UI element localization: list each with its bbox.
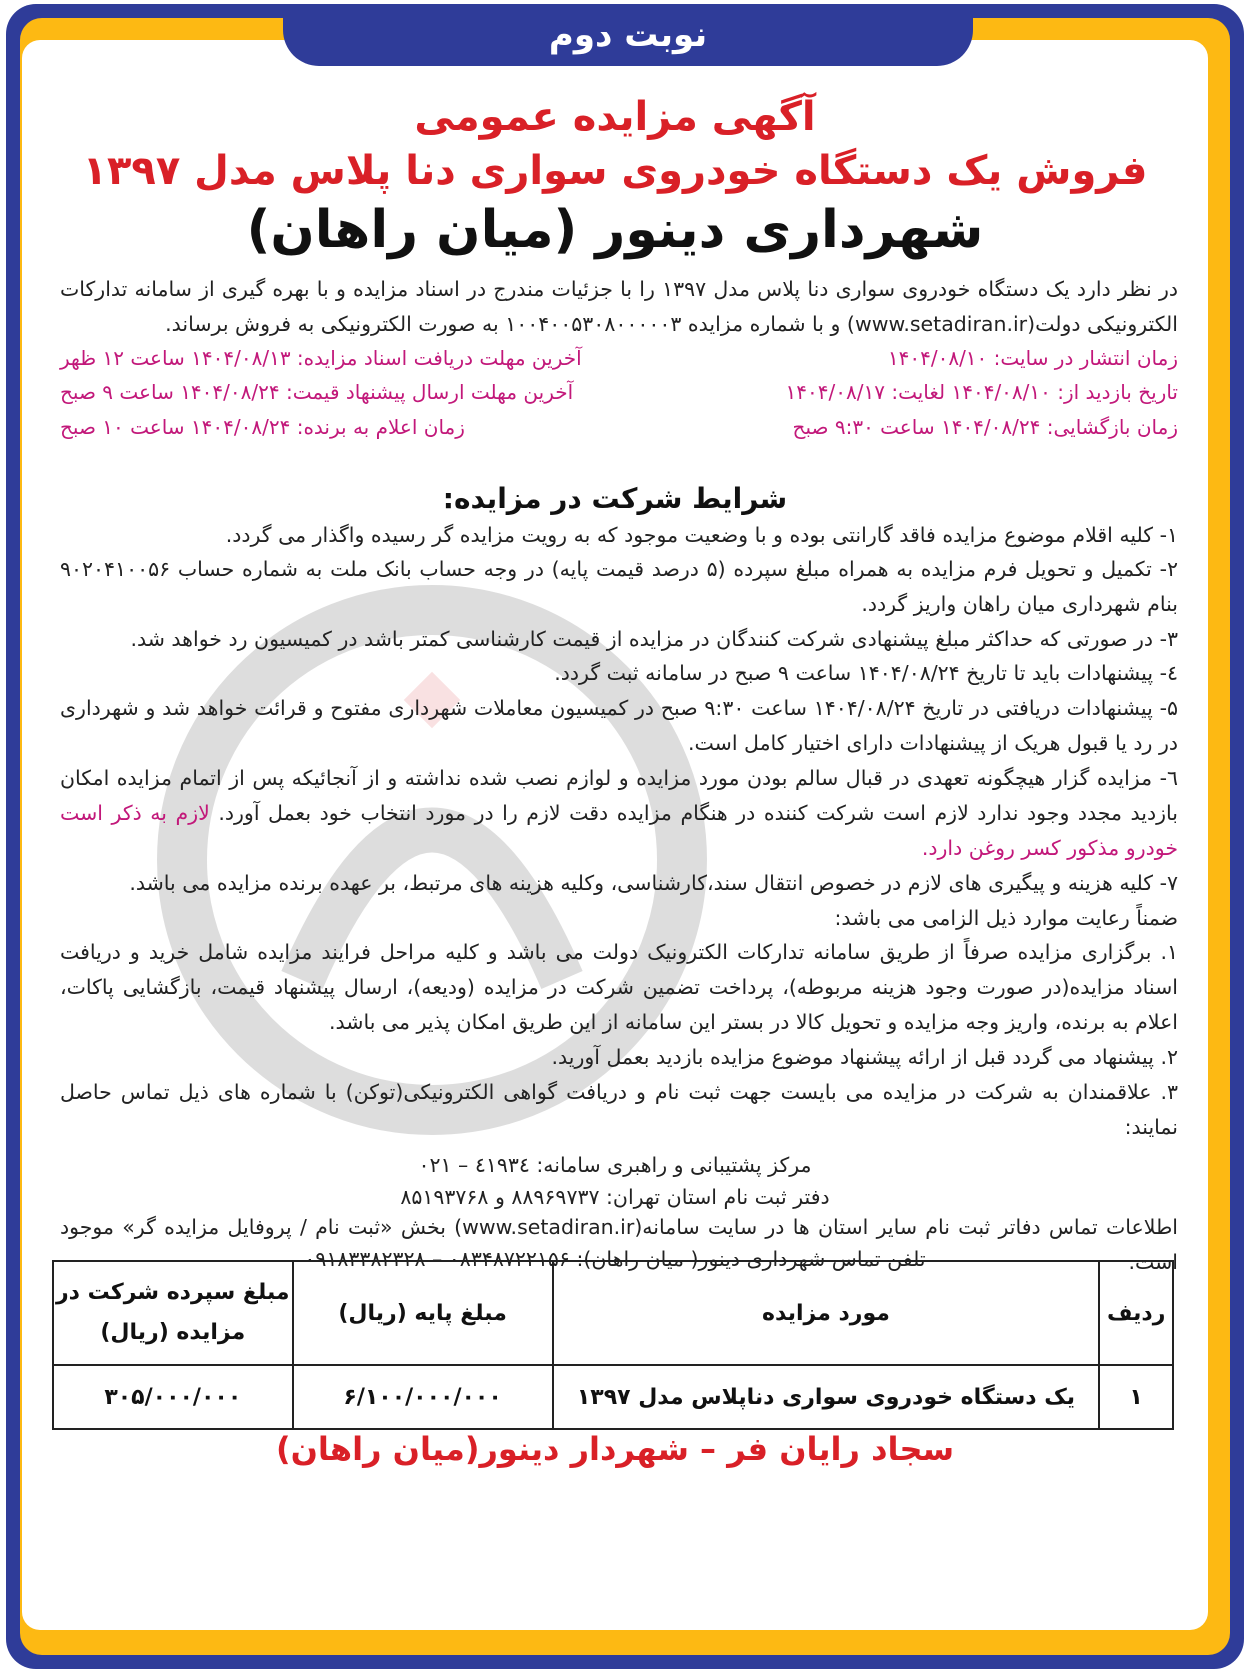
dates-row-3 <box>60 412 1178 442</box>
table-header-row <box>53 1261 1173 1365</box>
condition-2: ۲- تکمیل و تحویل فرم مزایده به همراه مبلغ سپرده (۵ درصد قیمت پایه) در وجه حساب بانک ملت به شماره حساب ۹۰۲۰۴۱۰۰۵۶ بنام شهرداری میان راهان واریز گردد. <box>60 557 1178 616</box>
table-header: مبلغ پایه (ریال) <box>293 1261 553 1365</box>
table-header: مورد مزایده <box>553 1261 1100 1365</box>
table-cell: ۶/۱۰۰/۰۰۰/۰۰۰ <box>293 1365 553 1429</box>
ad-paper <box>22 40 1208 1630</box>
table-cell: ۳۰۵/۰۰۰/۰۰۰ <box>53 1365 293 1429</box>
signature: سجاد رایان فر – شهردار دینور(میان راهان) <box>275 1430 955 1468</box>
conditions-title: شرایط شرکت در مزایده: <box>442 482 788 515</box>
condition-3: ۳- در صورتی که حداکثر مبلغ پیشنهادی شرکت کنندگان در مزایده از قیمت کارشناسی کمتر باشد در کمیسیون رد خواهد شد. <box>130 627 1178 651</box>
table-cell: یک دستگاه خودروی سواری دناپلاس مدل ۱۳۹۷ <box>553 1365 1100 1429</box>
publish-date: زمان انتشار در سایت: ۱۴۰۴/۰۸/۱۰ <box>887 346 1178 370</box>
other-provinces-contact: اطلاعات تماس دفاتر ثبت نام سایر استان ها در سایت سامانه(www.setadiran.ir) بخش «ثبت نام / پروفایل مزایده گر» موجود است. <box>60 1215 1178 1274</box>
tehran-office-contact: دفتر ثبت نام استان تهران: ۸۸۹۶۹۷۳۷ و ۸۵۱۹۳۷۶۸ <box>400 1185 830 1209</box>
condition-1: ۱- کلیه اقلام موضوع مزایده فاقد گارانتی بوده و با وضعیت موجود که به رویت مزایده گر رسیده واگذار می گردد. <box>225 523 1178 547</box>
round-label: نوبت دوم <box>283 4 973 66</box>
intro-text: در نظر دارد یک دستگاه خودروی سواری دنا پلاس مدل ۱۳۹۷ را با جزئیات مندرج در اسناد مزایده و با بهره گیری از سامانه تدارکات الکترونیکی دولت(www.setadiran.ir) و با شماره مزایده ۱۰۰۴۰۰۵۳۰۸۰۰۰۰۰۳ به صورت الکترونیکی به فروش برساند. <box>60 277 1178 336</box>
table-header: مبلغ سپرده شرکت در مزایده (ریال) <box>53 1261 293 1365</box>
visit-dates: تاریخ بازدید از: ۱۴۰۴/۰۸/۱۰ لغایت: ۱۴۰۴/۰۸/۱۷ <box>785 380 1178 404</box>
note-3: ۳. علاقمندان به شرکت در مزایده می بایست جهت ثبت نام و دریافت گواهی الکترونیکی(توکن) با شماره های ذیل تماس حاصل نمایند: <box>60 1080 1178 1139</box>
condition-6-note: لازم به ذکر است خودرو مذکور کسر روغن دارد. <box>60 801 1178 860</box>
condition-6-text: ٦- مزایده گزار هیچگونه تعهدی در قبال سالم بودن مورد مزایده و لوازم نصب شده نداشته و از آنجائیکه پس از اتمام مزایده امکان بازدید مجدد وجود ندارد لازم است شرکت کننده در هنگام مزایده دقت لازم را در مورد انتخاب خود بعمل آورد. <box>60 766 1178 825</box>
dates-row-2 <box>60 377 1178 407</box>
opening-date: زمان بازگشایی: ۱۴۰۴/۰۸/۲۴ ساعت ۹:۳۰ صبح <box>792 415 1178 439</box>
dates-row-1 <box>60 343 1178 373</box>
condition-7: ۷- کلیه هزینه و پیگیری های لازم در خصوص انتقال سند،کارشناسی، وکلیه هزینه های مرتبط، بر عهده برنده مزایده می باشد. <box>129 871 1178 895</box>
table-row <box>53 1365 1173 1429</box>
condition-4: ٤- پیشنهادات باید تا تاریخ ۱۴۰۴/۰۸/۲۴ ساعت ۹ صبح در سامانه ثبت گردد. <box>554 661 1178 685</box>
conditions-also: ضمناً رعایت موارد ذیل الزامی می باشد: <box>834 906 1178 930</box>
table-cell: ۱ <box>1099 1365 1173 1429</box>
doc-deadline: آخرین مهلت دریافت اسناد مزایده: ۱۴۰۴/۰۸/۱۳ ساعت ۱۲ ظهر <box>60 346 582 370</box>
note-2: ۲. پیشنهاد می گردد قبل از ارائه پیشنهاد موضوع مزایده بازدید بعمل آورید. <box>551 1045 1178 1069</box>
table-header: ردیف <box>1099 1261 1173 1365</box>
auction-table <box>52 1260 1174 1430</box>
condition-6 <box>60 761 1178 866</box>
municipality-phone: تلفن تماس شهرداری دینور( میان راهان): ۰۸۳۴۸۷۲۲۱۵۶ – ۰۹۱۸۳۳۸۲۳۲۸ <box>304 1247 926 1271</box>
winner-announce: زمان اعلام به برنده: ۱۴۰۴/۰۸/۲۴ ساعت ۱۰ صبح <box>60 415 465 439</box>
municipality-name: شهرداری دینور (میان راهان) <box>246 200 984 260</box>
ad-subtitle: فروش یک دستگاه خودروی سواری دنا پلاس مدل ۱۳۹۷ <box>82 148 1148 194</box>
bid-deadline: آخرین مهلت ارسال پیشنهاد قیمت: ۱۴۰۴/۰۸/۲۴ ساعت ۹ صبح <box>60 380 574 404</box>
support-contact: مرکز پشتیبانی و راهبری سامانه: ٤١٩٣٤ – ٠٢١ <box>418 1153 812 1177</box>
ad-title: آگهی مزایده عمومی <box>414 94 816 140</box>
note-1: ۱. برگزاری مزایده صرفاً از طریق سامانه تدارکات الکترونیک دولت می باشد و کلیه مراحل فرایند مزایده شامل خرید و دریافت اسناد مزایده(در صورت وجود هزینه مربوطه)، پرداخت تضمین شرکت در مزایده (ودیعه)، ارسال پیشنهاد قیمت، بازگشایی پاکات، اعلام به برنده، واریز وجه مزایده و تحویل کالا در بستر این سامانه از این طریق امکان پذیر می باشد. <box>60 940 1178 1034</box>
condition-5: ۵- پیشنهادات دریافتی در تاریخ ۱۴۰۴/۰۸/۲۴ ساعت ۹:۳۰ صبح در کمیسیون معاملات شهرداری مفتوح و قرائت خواهد شد و شهرداری در رد یا قبول هریک از پیشنهادات دارای اختیار کامل است. <box>60 696 1178 755</box>
